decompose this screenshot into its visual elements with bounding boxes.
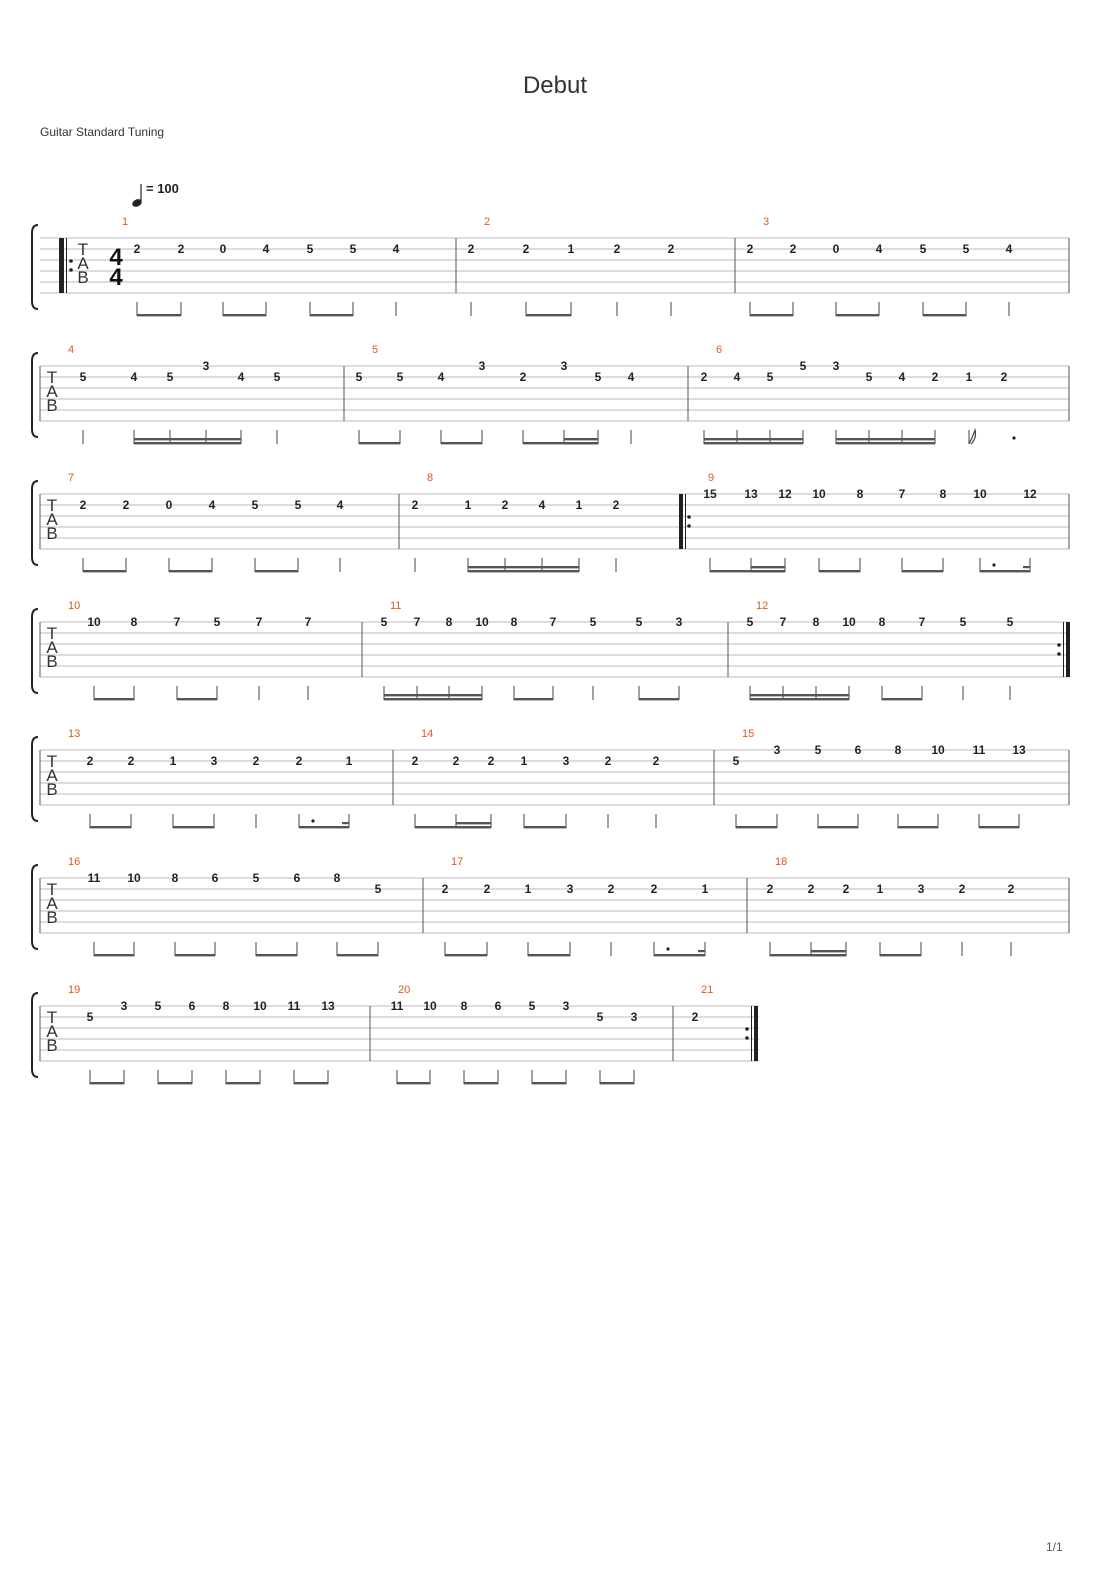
fret-number: 1 (520, 754, 528, 768)
tab-clef-letter: T (46, 624, 58, 643)
repeat-dot (69, 259, 73, 263)
fret-number: 4 (336, 498, 344, 512)
note-beam (600, 1082, 634, 1084)
fret-number: 10 (475, 615, 489, 629)
fret-number: 5 (154, 999, 162, 1013)
fret-number: 2 (652, 754, 660, 768)
staff-bracket (32, 225, 38, 309)
beam-stub (342, 822, 349, 824)
fret-number: 2 (958, 882, 966, 896)
note-beam (255, 570, 298, 572)
fret-number: 4 (237, 370, 245, 384)
measure-number: 15 (742, 728, 755, 740)
measure-number: 8 (427, 472, 434, 484)
fret-number: 10 (812, 487, 826, 501)
note-beam (468, 566, 579, 568)
duration-dot (992, 563, 995, 566)
note-beam (256, 954, 297, 956)
fret-number: 10 (973, 487, 987, 501)
note-beam (819, 570, 860, 572)
fret-number: 3 (566, 882, 574, 896)
fret-number: 5 (306, 242, 314, 256)
staff-bracket (32, 353, 38, 437)
tab-clef-letter: B (77, 268, 89, 287)
opening-thick-barline (59, 238, 64, 293)
note-beam (294, 1082, 328, 1084)
measure-number: 17 (451, 856, 464, 868)
fret-number: 2 (86, 754, 94, 768)
measure-number: 12 (756, 600, 769, 612)
fret-number: 8 (445, 615, 453, 629)
tab-clef-letter: B (46, 780, 58, 799)
fret-number: 7 (898, 487, 906, 501)
measure-number: 20 (398, 984, 411, 996)
staff-bracket (32, 865, 38, 949)
repeat-end-thick-barline (754, 1006, 758, 1061)
repeat-dot (687, 524, 691, 528)
fret-number: 0 (219, 242, 227, 256)
measure-number: 4 (68, 344, 75, 356)
tab-clef-letter: A (46, 638, 58, 657)
fret-number: 2 (467, 242, 475, 256)
fret-number: 2 (487, 754, 495, 768)
note-beam (445, 954, 487, 956)
staff-bracket (32, 737, 38, 821)
fret-number: 5 (635, 615, 643, 629)
note-beam (90, 1082, 124, 1084)
fret-number: 3 (560, 359, 568, 373)
fret-number: 2 (807, 882, 815, 896)
note-beam (750, 694, 849, 696)
note-beam (811, 954, 846, 956)
fret-number: 3 (562, 999, 570, 1013)
fret-number: 5 (766, 370, 774, 384)
note-beam (299, 826, 349, 828)
fret-number: 0 (832, 242, 840, 256)
fret-number: 7 (255, 615, 263, 629)
note-beam (175, 954, 215, 956)
fret-number: 1 (567, 242, 575, 256)
fret-number: 5 (814, 743, 822, 757)
note-beam (169, 570, 212, 572)
fret-number: 2 (789, 242, 797, 256)
fret-number: 2 (127, 754, 135, 768)
note-beam (226, 1082, 260, 1084)
note-beam (524, 826, 566, 828)
note-beam (751, 570, 785, 572)
fret-number: 1 (575, 498, 583, 512)
tab-clef-letter: A (46, 510, 58, 529)
measure-number: 9 (708, 472, 715, 484)
tab-system (32, 344, 1069, 444)
fret-number: 5 (799, 359, 807, 373)
staff-bracket (32, 481, 38, 565)
note-beam (736, 826, 777, 828)
measure-number: 21 (701, 984, 714, 996)
note-beam (468, 570, 579, 572)
tab-clef-letter: A (46, 1022, 58, 1041)
fret-number: 7 (918, 615, 926, 629)
repeat-dot (69, 268, 73, 272)
staff-bracket (32, 993, 38, 1077)
fret-number: 5 (1006, 615, 1014, 629)
note-beam (384, 698, 482, 700)
fret-number: 2 (650, 882, 658, 896)
fret-number: 3 (210, 754, 218, 768)
note-beam (397, 1082, 430, 1084)
fret-number: 2 (1007, 882, 1015, 896)
measure-number: 3 (763, 216, 770, 228)
fret-number: 10 (931, 743, 945, 757)
fret-number: 12 (1023, 487, 1037, 501)
staff-bracket (32, 609, 38, 693)
fret-number: 5 (166, 370, 174, 384)
fret-number: 5 (919, 242, 927, 256)
fret-number: 2 (411, 754, 419, 768)
fret-number: 8 (856, 487, 864, 501)
note-beam (359, 442, 400, 444)
fret-number: 4 (733, 370, 741, 384)
fret-number: 5 (396, 370, 404, 384)
fret-number: 1 (965, 370, 973, 384)
fret-number: 5 (79, 370, 87, 384)
fret-number: 1 (876, 882, 884, 896)
fret-number: 6 (854, 743, 862, 757)
tab-system (32, 600, 1070, 700)
fret-number: 5 (374, 882, 382, 896)
note-beam (880, 954, 921, 956)
fret-number: 4 (1005, 242, 1013, 256)
fret-number: 8 (812, 615, 820, 629)
measure-number: 14 (421, 728, 434, 740)
note-beam (310, 314, 353, 316)
note-beam (639, 698, 679, 700)
staff-end-mask (759, 1004, 1073, 1064)
note-beam (811, 950, 846, 952)
fret-number: 8 (510, 615, 518, 629)
tab-clef-letter: B (46, 1036, 58, 1055)
tab-clef-letter: A (46, 382, 58, 401)
fret-number: 4 (437, 370, 445, 384)
fret-number: 1 (701, 882, 709, 896)
fret-number: 15 (703, 487, 717, 501)
note-beam (456, 822, 491, 824)
note-beam (750, 314, 793, 316)
measure-number: 5 (372, 344, 379, 356)
note-beam (704, 442, 803, 444)
fret-number: 10 (127, 871, 141, 885)
beam-stub (698, 950, 705, 952)
fret-number: 3 (202, 359, 210, 373)
tab-clef-letter: T (46, 880, 58, 899)
fret-number: 10 (423, 999, 437, 1013)
fret-number: 3 (120, 999, 128, 1013)
note-beam (137, 314, 181, 316)
fret-number: 4 (875, 242, 883, 256)
fret-number: 2 (766, 882, 774, 896)
tab-clef-letter: A (77, 254, 89, 273)
song-title: Debut (522, 72, 588, 99)
fret-number: 5 (865, 370, 873, 384)
repeat-dot (1057, 652, 1061, 656)
beam-stub (1023, 566, 1030, 568)
tab-clef-letter: B (46, 524, 58, 543)
note-beam (337, 954, 378, 956)
fret-number: 6 (494, 999, 502, 1013)
tab-clef-letter: T (46, 496, 58, 515)
note-beam (83, 570, 126, 572)
fret-number: 2 (441, 882, 449, 896)
note-beam (836, 314, 879, 316)
fret-number: 1 (345, 754, 353, 768)
repeat-start-thick-barline (679, 494, 683, 549)
fret-number: 4 (627, 370, 635, 384)
note-beam (564, 438, 598, 440)
tab-system (32, 856, 1069, 956)
note-beam (818, 826, 858, 828)
time-signature-bottom: 4 (109, 264, 123, 291)
fret-number: 8 (333, 871, 341, 885)
fret-number: 2 (452, 754, 460, 768)
fret-number: 2 (177, 242, 185, 256)
tab-clef-letter: T (46, 1008, 58, 1027)
fret-number: 5 (746, 615, 754, 629)
fret-number: 2 (667, 242, 675, 256)
fret-number: 5 (959, 615, 967, 629)
fret-number: 0 (165, 498, 173, 512)
fret-number: 6 (188, 999, 196, 1013)
fret-number: 2 (700, 370, 708, 384)
note-beam (94, 698, 134, 700)
note-beam (173, 826, 214, 828)
fret-number: 7 (413, 615, 421, 629)
note-beam (898, 826, 938, 828)
measure-number: 18 (775, 856, 788, 868)
fret-number: 4 (262, 242, 270, 256)
measure-number: 11 (390, 600, 402, 612)
note-beam (836, 438, 935, 440)
fret-number: 4 (130, 370, 138, 384)
duration-dot (666, 947, 669, 950)
tab-clef-letter: B (46, 652, 58, 671)
fret-number: 2 (522, 242, 530, 256)
measure-number: 16 (68, 856, 81, 868)
note-beam (514, 698, 553, 700)
tab-clef-letter: T (46, 368, 58, 387)
fret-number: 2 (691, 1010, 699, 1024)
repeat-dot (687, 515, 691, 519)
note-beam (751, 566, 785, 568)
note-beam (134, 438, 241, 440)
tempo-marking: = 100 (146, 181, 179, 196)
fret-number: 8 (878, 615, 886, 629)
fret-number: 5 (355, 370, 363, 384)
fret-number: 4 (208, 498, 216, 512)
fret-number: 2 (612, 498, 620, 512)
fret-number: 3 (630, 1010, 638, 1024)
fret-number: 5 (589, 615, 597, 629)
note-flag (969, 430, 976, 444)
measure-number: 19 (68, 984, 81, 996)
fret-number: 2 (483, 882, 491, 896)
fret-number: 6 (211, 871, 219, 885)
fret-number: 1 (169, 754, 177, 768)
duration-dot (311, 819, 314, 822)
fret-number: 3 (773, 743, 781, 757)
note-beam (564, 442, 598, 444)
tab-clef-letter: B (46, 396, 58, 415)
fret-number: 3 (478, 359, 486, 373)
note-beam (526, 314, 571, 316)
tab-system (32, 984, 1073, 1084)
fret-number: 2 (295, 754, 303, 768)
fret-number: 8 (939, 487, 947, 501)
note-beam (94, 954, 134, 956)
fret-number: 11 (87, 871, 101, 885)
fret-number: 5 (273, 370, 281, 384)
fret-number: 8 (894, 743, 902, 757)
note-beam (836, 442, 935, 444)
fret-number: 4 (392, 242, 400, 256)
fret-number: 6 (293, 871, 301, 885)
note-beam (158, 1082, 192, 1084)
fret-number: 3 (917, 882, 925, 896)
fret-number: 5 (594, 370, 602, 384)
fret-number: 8 (460, 999, 468, 1013)
tab-clef-letter: T (77, 240, 89, 259)
fret-number: 4 (898, 370, 906, 384)
fret-number: 5 (528, 999, 536, 1013)
tab-system (32, 216, 1069, 316)
measure-number: 6 (716, 344, 723, 356)
fret-number: 8 (171, 871, 179, 885)
note-beam (223, 314, 266, 316)
fret-number: 13 (744, 487, 758, 501)
fret-number: 5 (252, 871, 260, 885)
fret-number: 7 (779, 615, 787, 629)
note-beam (384, 694, 482, 696)
repeat-dot (745, 1027, 749, 1031)
fret-number: 8 (130, 615, 138, 629)
note-beam (532, 1082, 566, 1084)
note-beam (923, 314, 966, 316)
fret-number: 2 (519, 370, 527, 384)
fret-number: 2 (252, 754, 260, 768)
fret-number: 2 (411, 498, 419, 512)
note-beam (90, 826, 131, 828)
repeat-dot (745, 1036, 749, 1040)
fret-number: 8 (222, 999, 230, 1013)
fret-number: 5 (294, 498, 302, 512)
duration-dot (1012, 436, 1015, 439)
note-beam (456, 826, 491, 828)
measure-number: 13 (68, 728, 81, 740)
fret-number: 12 (778, 487, 792, 501)
fret-number: 1 (524, 882, 532, 896)
measure-number: 2 (484, 216, 491, 228)
fret-number: 11 (390, 999, 404, 1013)
note-beam (704, 438, 803, 440)
repeat-dot (1057, 643, 1061, 647)
note-beam (902, 570, 943, 572)
fret-number: 10 (87, 615, 101, 629)
fret-number: 10 (253, 999, 267, 1013)
note-beam (980, 570, 1030, 572)
tab-clef-letter: A (46, 766, 58, 785)
fret-number: 2 (607, 882, 615, 896)
fret-number: 5 (732, 754, 740, 768)
measure-number: 1 (122, 216, 129, 228)
note-beam (750, 698, 849, 700)
fret-number: 2 (842, 882, 850, 896)
note-beam (882, 698, 922, 700)
time-signature-top: 4 (109, 244, 123, 271)
fret-number: 5 (380, 615, 388, 629)
fret-number: 5 (349, 242, 357, 256)
fret-number: 7 (304, 615, 312, 629)
note-beam (441, 442, 482, 444)
tab-system (32, 728, 1069, 828)
fret-number: 3 (675, 615, 683, 629)
fret-number: 4 (538, 498, 546, 512)
fret-number: 2 (931, 370, 939, 384)
page-number: 1/1 (1046, 1540, 1063, 1554)
note-beam (177, 698, 217, 700)
fret-number: 5 (251, 498, 259, 512)
note-beam (134, 442, 241, 444)
fret-number: 2 (501, 498, 509, 512)
fret-number: 2 (613, 242, 621, 256)
note-beam (528, 954, 570, 956)
fret-number: 2 (133, 242, 141, 256)
fret-number: 7 (173, 615, 181, 629)
measure-number: 7 (68, 472, 75, 484)
note-beam (979, 826, 1019, 828)
fret-number: 13 (321, 999, 335, 1013)
fret-number: 5 (962, 242, 970, 256)
fret-number: 5 (86, 1010, 94, 1024)
tab-clef-letter: A (46, 894, 58, 913)
fret-number: 2 (746, 242, 754, 256)
fret-number: 11 (287, 999, 301, 1013)
fret-number: 5 (213, 615, 221, 629)
fret-number: 3 (562, 754, 570, 768)
fret-number: 10 (842, 615, 856, 629)
repeat-end-thick-barline (1066, 622, 1070, 677)
fret-number: 11 (972, 743, 986, 757)
fret-number: 3 (832, 359, 840, 373)
tab-system (32, 472, 1069, 572)
fret-number: 2 (1000, 370, 1008, 384)
fret-number: 7 (549, 615, 557, 629)
tuning-label: Guitar Standard Tuning (40, 125, 165, 139)
fret-number: 2 (122, 498, 130, 512)
fret-number: 2 (79, 498, 87, 512)
fret-number: 1 (464, 498, 472, 512)
fret-number: 2 (604, 754, 612, 768)
fret-number: 5 (596, 1010, 604, 1024)
measure-number: 10 (68, 600, 81, 612)
note-beam (464, 1082, 498, 1084)
tab-clef-letter: T (46, 752, 58, 771)
note-beam (654, 954, 705, 956)
tab-clef-letter: B (46, 908, 58, 927)
fret-number: 13 (1012, 743, 1026, 757)
